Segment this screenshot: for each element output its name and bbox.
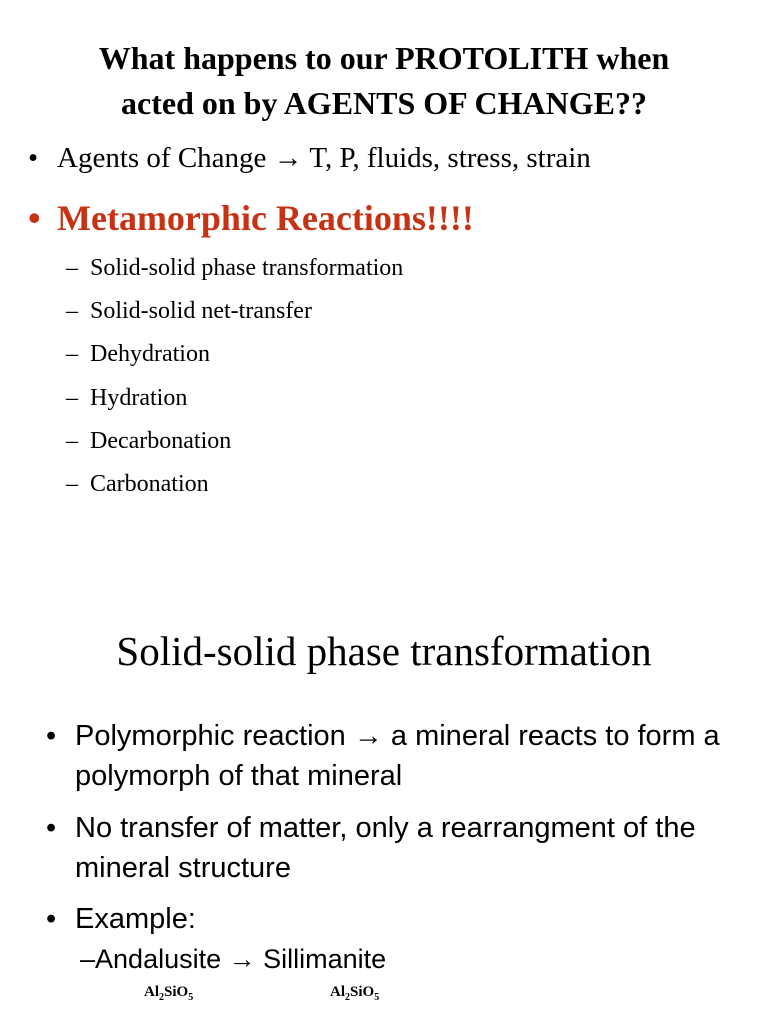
- formula-part: SiO: [164, 984, 189, 1000]
- reaction-types-list: [66, 252, 403, 511]
- bullet-no-transfer: [46, 808, 736, 888]
- bullet-dot: •: [28, 198, 41, 238]
- list-item: – Carbonation: [66, 470, 209, 497]
- list-item: – Solid-solid net-transfer: [66, 298, 312, 325]
- formula-andalusite: [144, 984, 193, 1003]
- formula-subscript: 5: [374, 992, 380, 1003]
- formula-part: Al: [144, 984, 159, 1000]
- list-item-text: Solid-solid net-transfer: [90, 298, 312, 325]
- example-reaction: [80, 944, 386, 975]
- list-item: – Solid-solid phase transformation: [66, 255, 404, 281]
- bullet-polymorphic-reaction: [46, 716, 736, 796]
- slide-2-title: Solid-solid phase transformation: [116, 628, 652, 674]
- list-item-text: Dehydration: [90, 341, 210, 368]
- bullet-text: No transfer of matter, only a rearrangment of the mineral structure: [75, 812, 696, 884]
- title-line-1: What happens to our PROTOLITH when: [98, 40, 670, 76]
- bullet-metamorphic-reactions: [28, 197, 474, 239]
- bullet-example: [46, 899, 736, 939]
- list-item-text: Hydration: [90, 384, 188, 411]
- title-line-2: acted on by AGENTS OF CHANGE??: [121, 85, 647, 121]
- formula-subscript: 2: [345, 992, 350, 1003]
- list-item: – Dehydration: [66, 341, 210, 368]
- example-reaction-text: Andalusite → Sillimanite: [95, 944, 387, 974]
- formula-subscript: 2: [159, 992, 164, 1003]
- slide-2: [0, 512, 768, 1024]
- list-item: – Decarbonation: [66, 427, 232, 454]
- slide-1-title: [0, 36, 768, 126]
- formula-part: Al: [330, 984, 345, 1000]
- bullet-agents-text: Agents of Change → T, P, fluids, stress, strain: [57, 142, 591, 174]
- bullet-metamorphic-text: Metamorphic Reactions!!!!: [57, 198, 474, 238]
- list-item-text: Solid-solid phase transformation: [90, 255, 404, 281]
- bullet-dot: •: [46, 903, 57, 935]
- bullet-dot: •: [28, 142, 39, 174]
- formula-part: SiO: [350, 984, 375, 1000]
- list-item: – Hydration: [66, 384, 188, 411]
- bullet-dot: •: [46, 812, 57, 844]
- list-item-text: Decarbonation: [90, 427, 232, 454]
- list-item-text: Carbonation: [90, 470, 209, 497]
- formula-sillimanite: [330, 984, 379, 1003]
- bullet-text: Polymorphic reaction → a mineral reacts to form a polymorph of that mineral: [75, 720, 720, 792]
- bullet-agents-of-change: [28, 142, 591, 175]
- bullet-dot: •: [46, 720, 57, 752]
- bullet-text: Example:: [75, 903, 196, 935]
- dash: –: [80, 944, 96, 974]
- formula-subscript: 5: [188, 992, 194, 1003]
